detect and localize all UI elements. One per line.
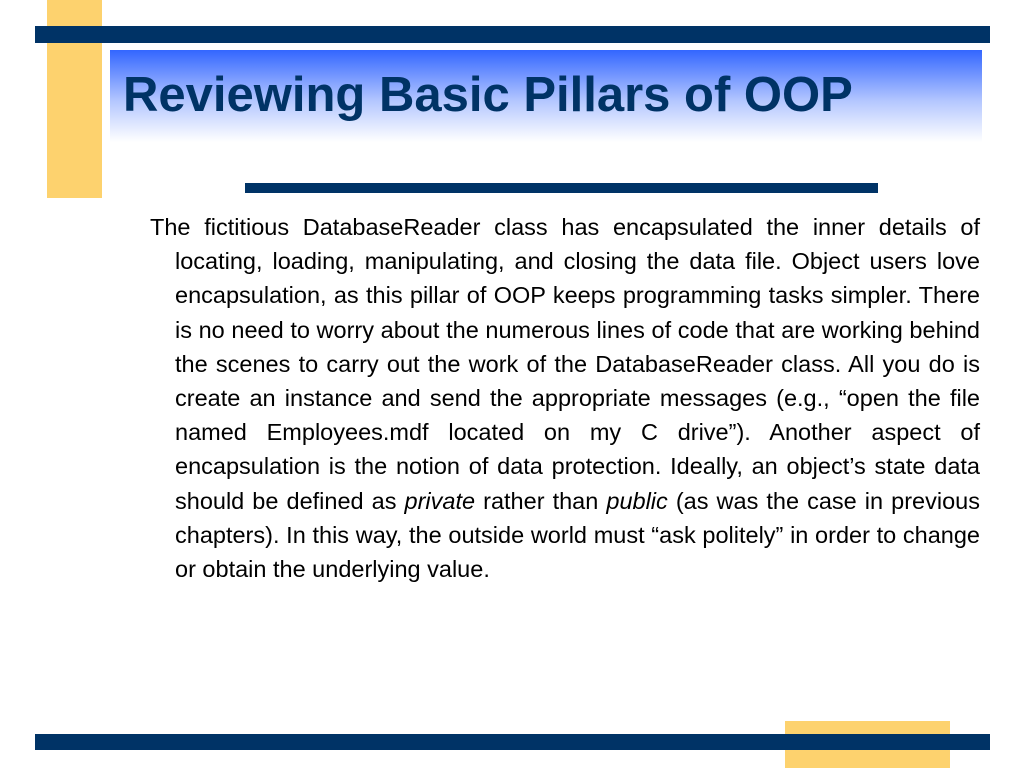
slide-title: Reviewing Basic Pillars of OOP	[123, 68, 853, 122]
bottom-rule	[35, 734, 990, 750]
title-underline	[245, 183, 878, 193]
body-italic-private: private	[404, 487, 476, 514]
body-italic-public: public	[606, 487, 668, 514]
body-text-part2: rather than	[475, 487, 607, 514]
top-rule	[35, 26, 990, 43]
body-text-part3: (as was the case in previous chapters). In this way, the outside world must “ask politely” in order to change or obtain the underlying value.	[175, 487, 980, 583]
body-text-part1: The fictitious DatabaseReader class has encapsulated the inner details of locating, loading, manipulating, and closing the data file. Object users love encapsulation, as this pillar of OOP keeps programming tasks simpler. There is no need to worry about the numerous lines of code that are working behind the scenes to carry out the work of the DatabaseReader class. All you do is create an instance and send the appropriate messages (e.g., “open the file named Employees.mdf located on my C drive”). Another aspect of encapsulation is the notion of data protection. Ideally, an object’s state data should be defined as	[150, 214, 980, 514]
slide-body-paragraph	[150, 210, 980, 586]
